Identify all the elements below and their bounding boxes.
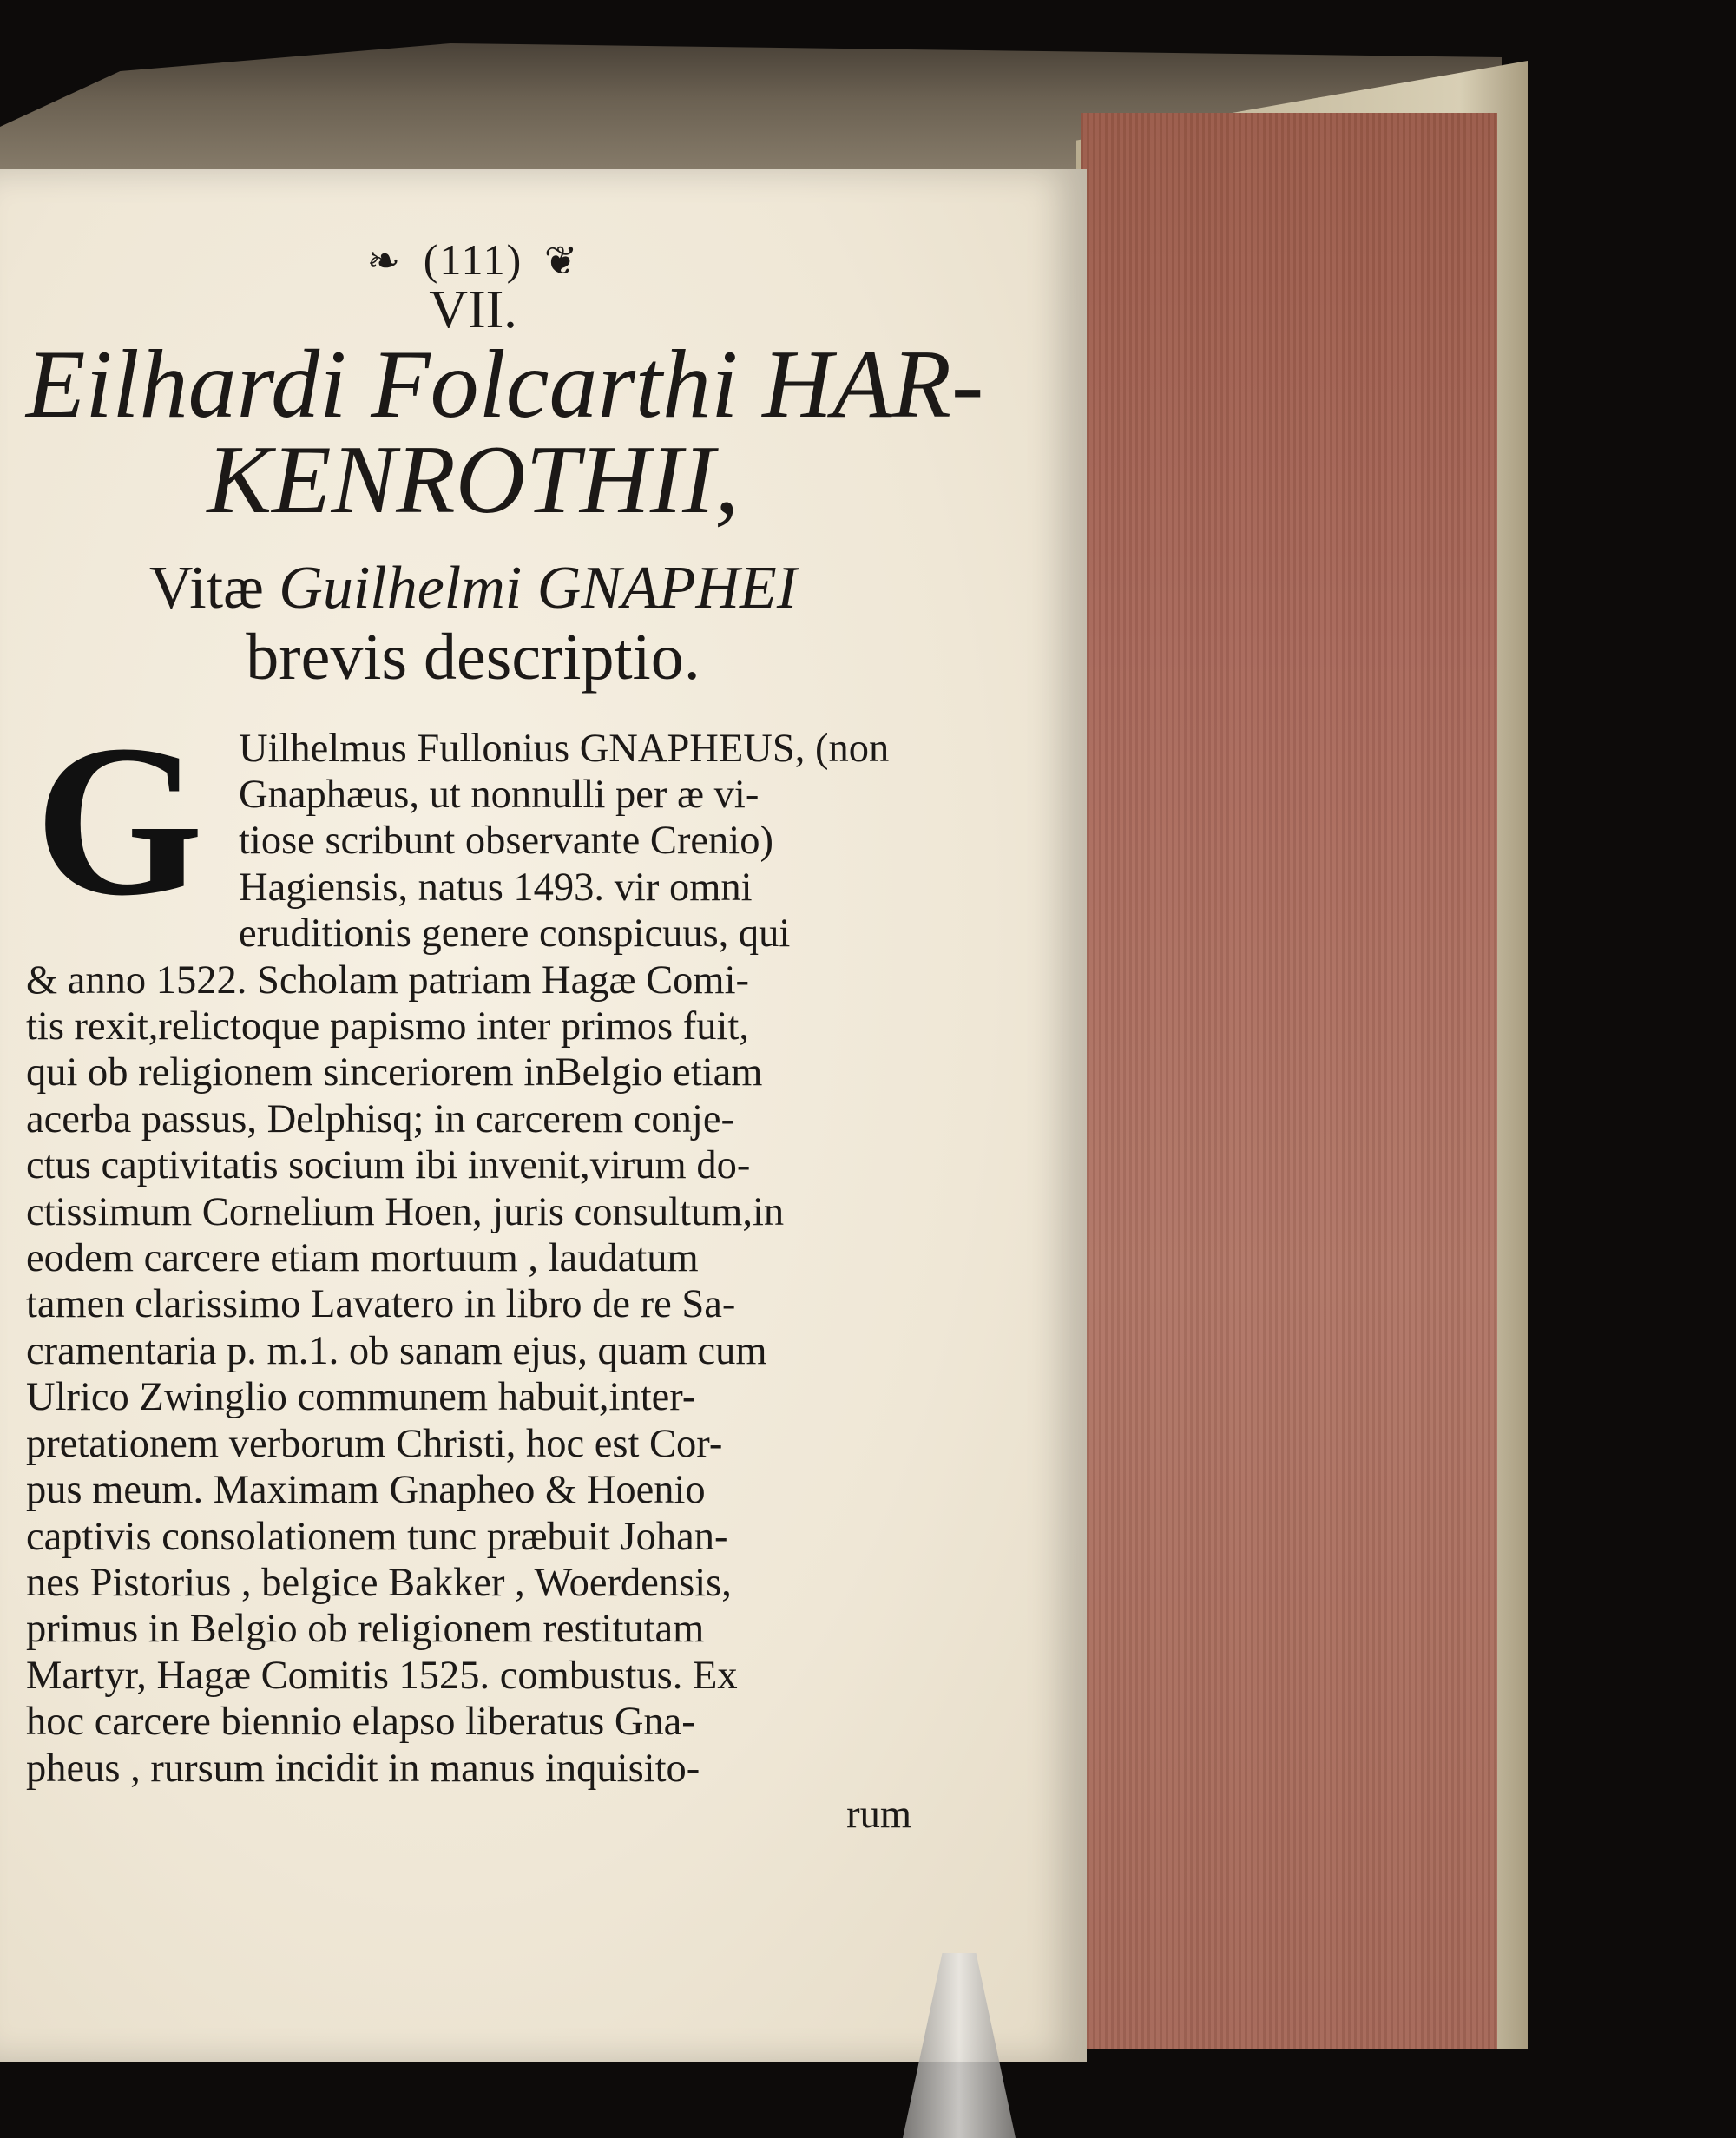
text-line: Gnaphæus, ut nonnulli per æ vi-: [239, 773, 760, 817]
drop-cap: G: [35, 700, 204, 941]
title-line-2: KENROTHII,: [207, 426, 740, 534]
text-line: Hagiensis, natus 1493. vir omni: [239, 865, 753, 910]
page-fore-edge: [1081, 113, 1497, 2049]
text-line: ctus captivitatis socium ibi invenit,virum do-: [26, 1143, 751, 1188]
text-line: pretationem verborum Christi, hoc est Cor-: [26, 1421, 723, 1466]
text-line: tamen clarissimo Lavatero in libro de re Sa-: [26, 1282, 736, 1327]
text-line: eodem carcere etiam mortuum , laudatum: [26, 1236, 699, 1281]
subtitle-word: Vitæ: [148, 555, 279, 622]
text-line: cramentaria p. m.1. ob sanam ejus, quam cum: [26, 1328, 767, 1373]
text-line: pheus , rursum incidit in manus inquisito-: [26, 1746, 700, 1791]
text-line: ctissimum Cornelium Hoen, juris consultum,in: [26, 1189, 785, 1234]
text-line: hoc carcere biennio elapso liberatus Gna-: [26, 1700, 695, 1745]
text-line: acerba passus, Delphisq; in carcerem conje-: [26, 1096, 734, 1141]
text-line: Ulrico Zwinglio communem habuit,inter-: [26, 1375, 696, 1420]
subtitle-name: Guilhelmi GNAPHEI: [279, 555, 798, 622]
section-number: VII.: [429, 280, 517, 339]
body-text: [26, 700, 920, 1839]
text-line: captivis consolationem tunc præbuit Johan-: [26, 1514, 728, 1559]
page-number: (111): [423, 235, 523, 284]
page-text: [26, 234, 984, 1838]
text-line: primus in Belgio ob religionem restitutam: [26, 1607, 705, 1652]
text-line: & anno 1522. Scholam patriam Hagæ Comi-: [26, 957, 750, 1003]
text-line: Martyr, Hagæ Comitis 1525. combustus. Ex: [26, 1653, 738, 1698]
text-line: nes Pistorius , belgice Bakker , Woerdensis,: [26, 1560, 732, 1605]
ornament-left-icon: ❧: [366, 237, 403, 284]
text-line: Uilhelmus Fullonius GNAPHEUS, (non: [239, 726, 890, 771]
ornament-right-icon: ❦: [543, 237, 580, 284]
text-line: eruditionis genere conspicuus, qui: [239, 911, 791, 957]
text-line: qui ob religionem sinceriorem inBelgio etiam: [26, 1050, 763, 1095]
subtitle-line-1: [26, 555, 920, 622]
subtitle-line-2: brevis descriptio.: [246, 621, 700, 694]
text-line: tis rexit,relictoque papismo inter primos fuit,: [26, 1004, 749, 1049]
running-header: [26, 234, 920, 285]
text-line: pus meum. Maximam Gnapheo & Hoenio: [26, 1468, 706, 1513]
catchword: rum: [846, 1792, 911, 1837]
text-line: tiose scribunt observante Crenio): [239, 819, 773, 864]
title-line-1: Eilhardi Folcarthi HAR-: [26, 331, 984, 438]
